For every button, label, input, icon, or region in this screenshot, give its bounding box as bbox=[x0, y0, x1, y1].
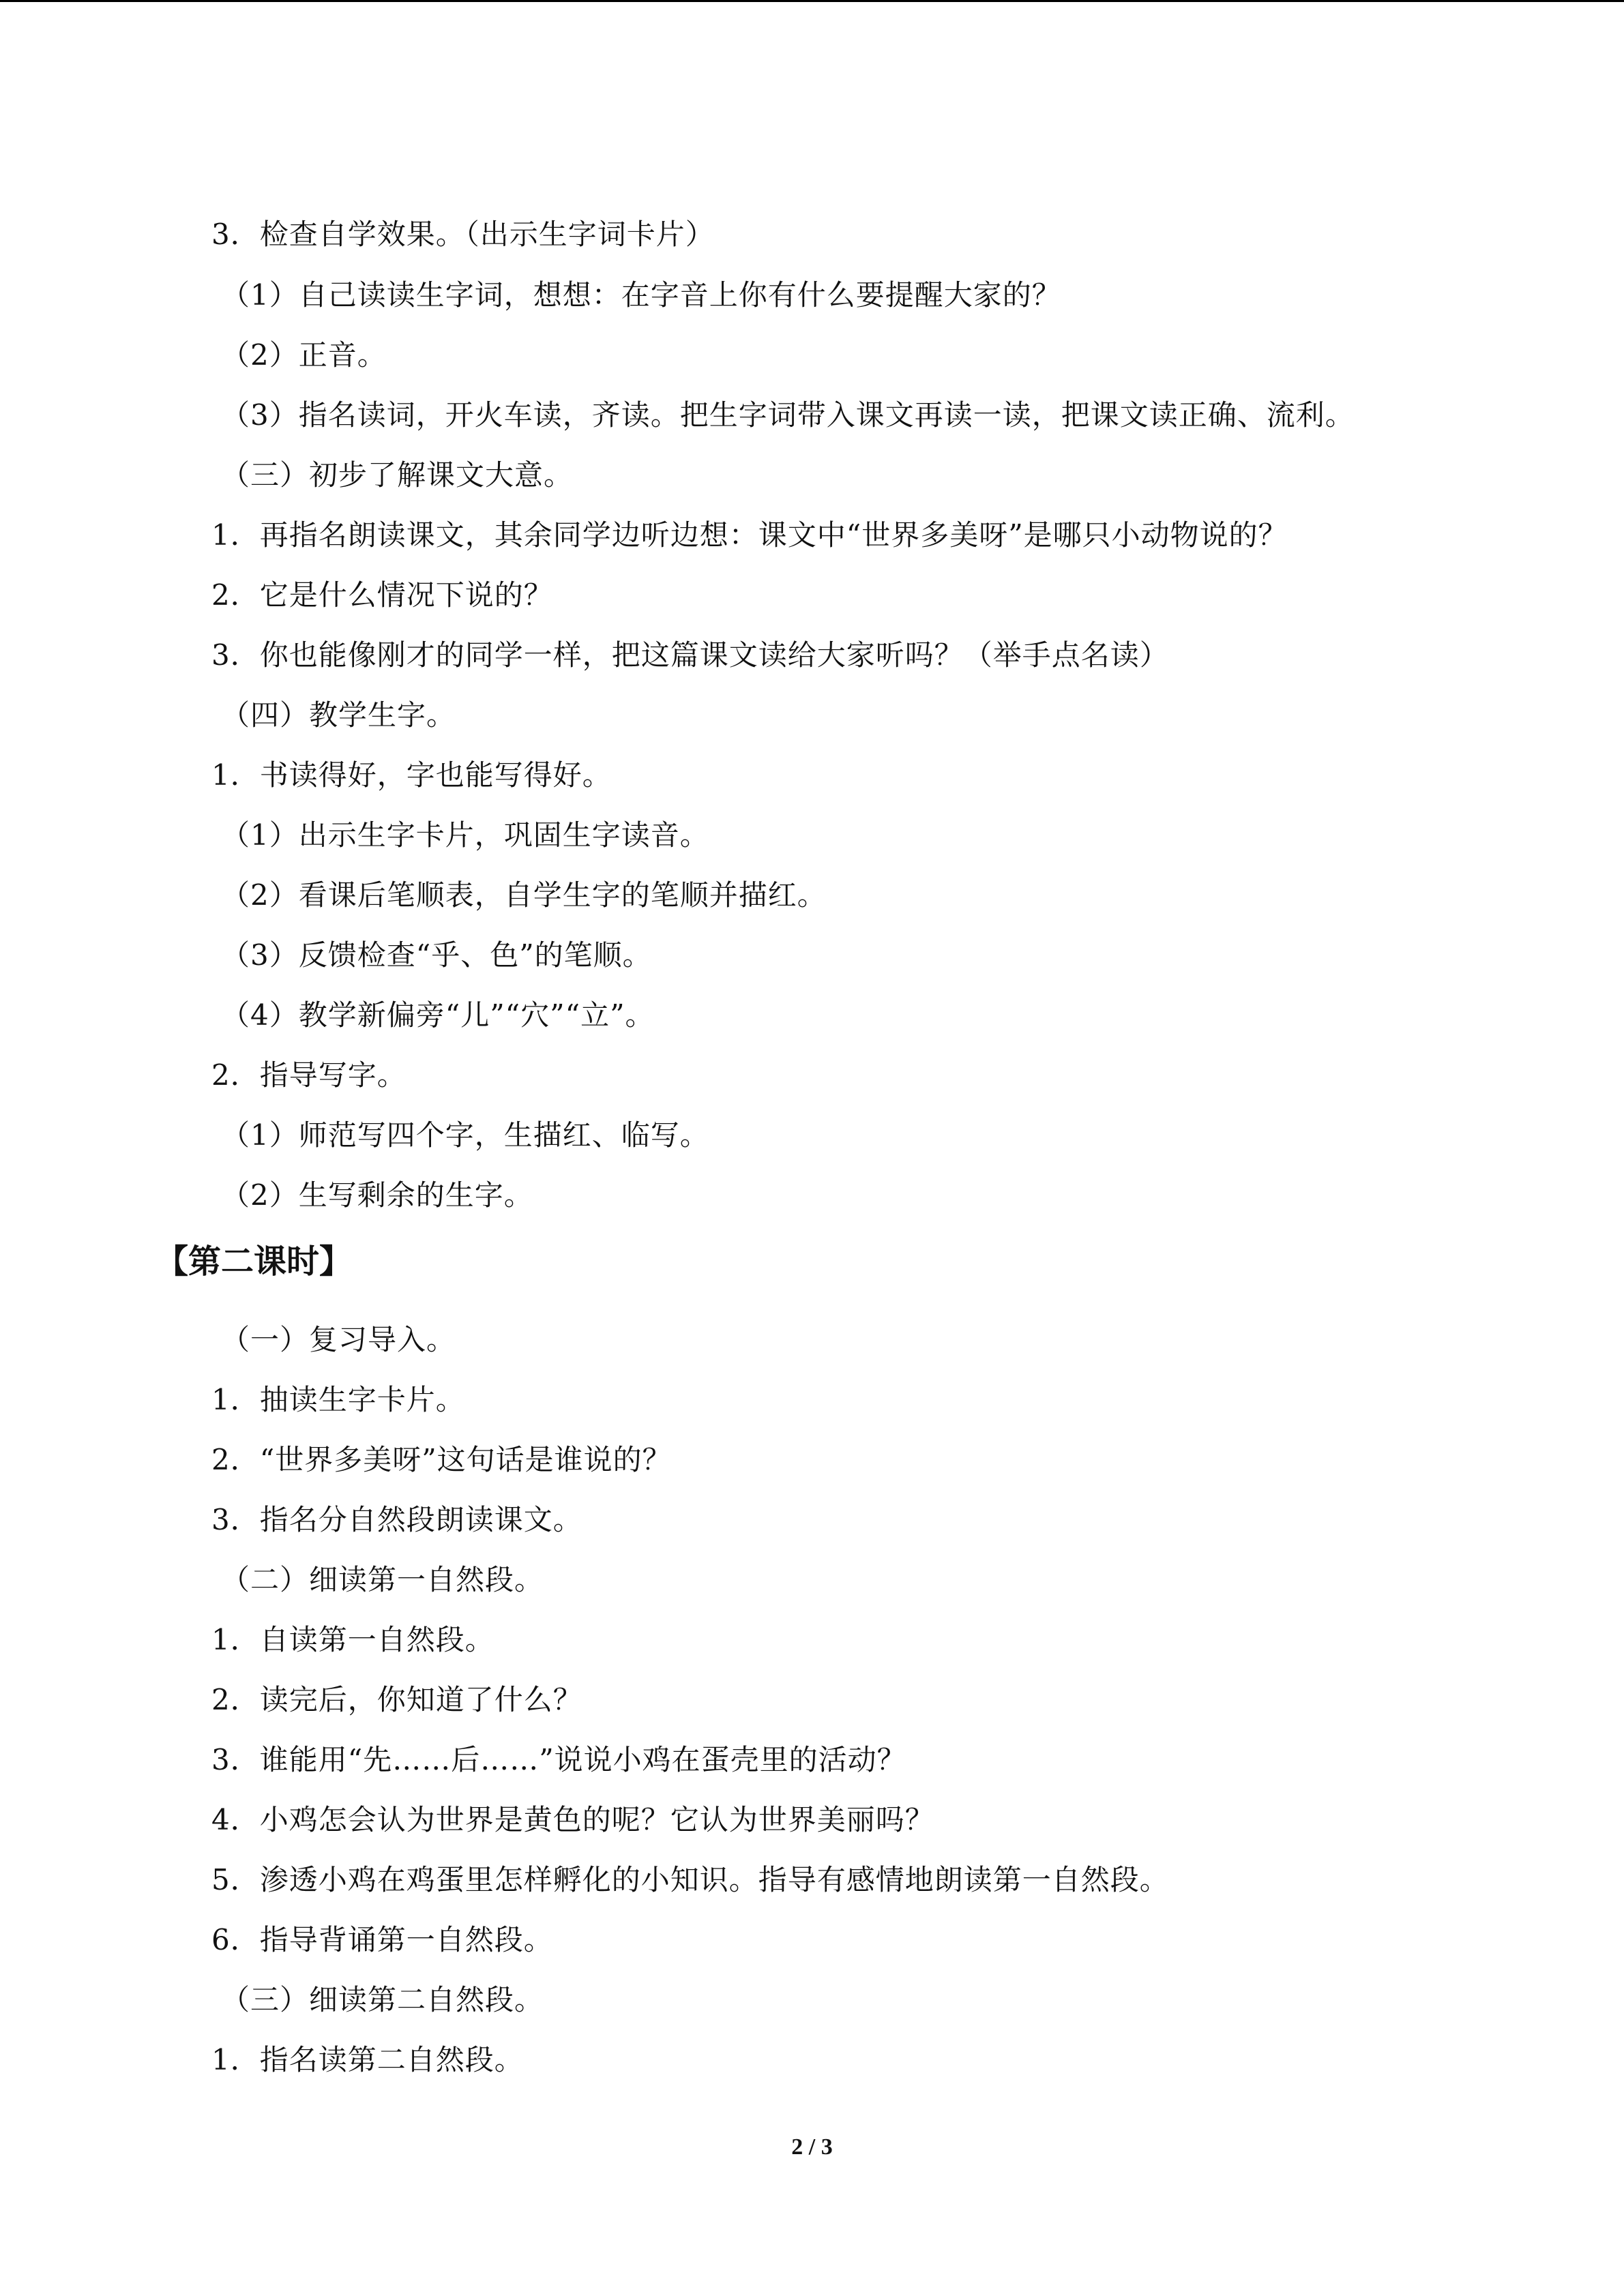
text-line: （2）生写剩余的生字。 bbox=[221, 1178, 533, 1212]
text-line: 3．指名分自然段朗读课文。 bbox=[211, 1503, 582, 1536]
text-line: （四）教学生字。 bbox=[221, 698, 456, 732]
text-line: 2．它是什么情况下说的？ bbox=[211, 578, 553, 612]
text-line: （三）初步了解课文大意。 bbox=[221, 458, 574, 492]
text-line: 2．读完后，你知道了什么？ bbox=[211, 1683, 582, 1716]
section-heading: 【第二课时】 bbox=[156, 1242, 353, 1281]
text-line: 3．你也能像刚才的同学一样，把这篇课文读给大家听吗？（举手点名读） bbox=[211, 638, 1169, 672]
text-line: 6．指导背诵第一自然段。 bbox=[211, 1923, 553, 1956]
text-line: 1．书读得好，字也能写得好。 bbox=[211, 758, 612, 792]
text-line: 2．指导写字。 bbox=[211, 1058, 407, 1092]
text-line: （1）师范写四个字，生描红、临写。 bbox=[221, 1118, 709, 1152]
text-line: 1．再指名朗读课文，其余同学边听边想：课文中“世界多美呀”是哪只小动物说的？ bbox=[211, 518, 1288, 552]
text-line: 1．抽读生字卡片。 bbox=[211, 1383, 465, 1416]
top-border bbox=[0, 0, 1624, 2]
text-line: 1．指名读第二自然段。 bbox=[211, 2043, 524, 2076]
text-line: （2）正音。 bbox=[221, 338, 387, 372]
text-line: 1．自读第一自然段。 bbox=[211, 1623, 494, 1656]
text-line: 2．“世界多美呀”这句话是谁说的？ bbox=[211, 1443, 672, 1476]
text-line: 5．渗透小鸡在鸡蛋里怎样孵化的小知识。指导有感情地朗读第一自然段。 bbox=[211, 1863, 1169, 1896]
text-line: （3）指名读词，开火车读，齐读。把生字词带入课文再读一读，把课文读正确、流利。 bbox=[221, 398, 1355, 432]
text-line: 4．小鸡怎会认为世界是黄色的呢？它认为世界美丽吗？ bbox=[211, 1803, 934, 1836]
text-line: （三）细读第二自然段。 bbox=[221, 1983, 544, 2016]
text-line: （二）细读第一自然段。 bbox=[221, 1563, 544, 1596]
text-line: 3．检查自学效果。（出示生字词卡片） bbox=[211, 218, 715, 251]
text-line: （1）自己读读生字词，想想：在字音上你有什么要提醒大家的？ bbox=[221, 278, 1061, 312]
text-line: （2）看课后笔顺表，自学生字的笔顺并描红。 bbox=[221, 878, 827, 912]
page-number: 2 / 3 bbox=[791, 2134, 833, 2160]
text-line: 3．谁能用“先……后……”说说小鸡在蛋壳里的活动？ bbox=[211, 1743, 906, 1776]
text-line: （4）教学新偏旁“儿”“穴”“立”。 bbox=[221, 998, 655, 1032]
text-line: （3）反馈检查“乎、色”的笔顺。 bbox=[221, 938, 652, 972]
text-line: （1）出示生字卡片，巩固生字读音。 bbox=[221, 818, 709, 852]
text-line: （一）复习导入。 bbox=[221, 1323, 456, 1356]
